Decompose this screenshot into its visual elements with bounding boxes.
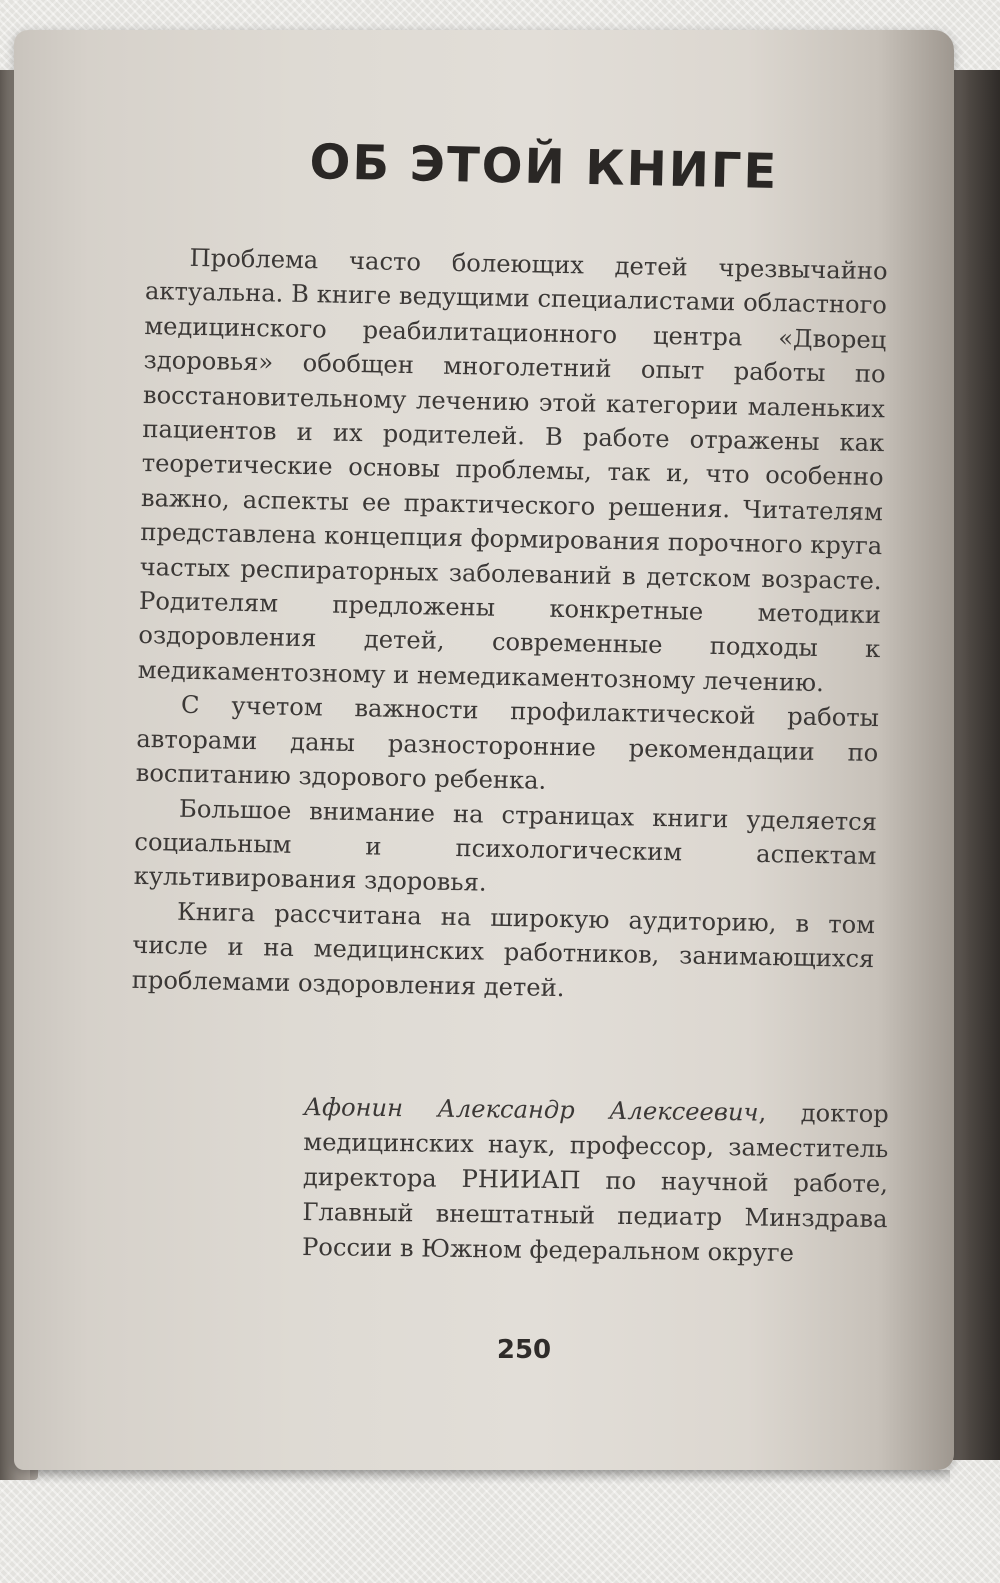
page-title: ОБ ЭТОЙ КНИГЕ [309,134,779,200]
author-signature [302,1090,889,1272]
paragraph-2: С учетом важности профилактической работы авторами даны разносторонние рекомендации по воспитанию здорового ребенка. [135,691,880,795]
book-page [14,30,954,1470]
paragraph-3: Большое внимание на страницах книги уделяется социальным и психологическим аспектам культивирования здоровья. [133,794,878,897]
page-number: 250 [496,1335,552,1365]
page-bottom-shadow [30,1470,950,1484]
body-text [131,240,887,1011]
paragraph-1: Проблема часто болеющих детей чрезвычайно актуальна. В книге ведущими специалистами областного медицинского реабилитационного центра «Дворец здоровья» обобщен многолетний опыт работы по восстановительному лечению этой категории маленьких пациентов и их родителей. В работе отражены как теоретические основы проблемы, так и, что особенно важно, аспекты ее практического решения. Читателям представлена концепция формирования порочного круга частых респираторных заболеваний в детском возрасте. Родителям предложены конкретные методики оздоровления детей, современные подходы к медикаментозному и немедикаментозному лечению. [137,243,888,697]
author-name: Афонин Александр Алексеевич [303,1092,759,1127]
paragraph-4: Книга рассчитана на широкую аудиторию, в том числе и на медицинских работников, занимающихся проблемами оздоровления детей. [131,897,876,1002]
author-details: , доктор медицинских наук, профессор, заместитель директора РНИИАП по научной работе, Главный внештатный педиатр Минздрава России в Южном федеральном округе [301,1098,889,1267]
adjacent-page-edge-right [948,70,1000,1460]
